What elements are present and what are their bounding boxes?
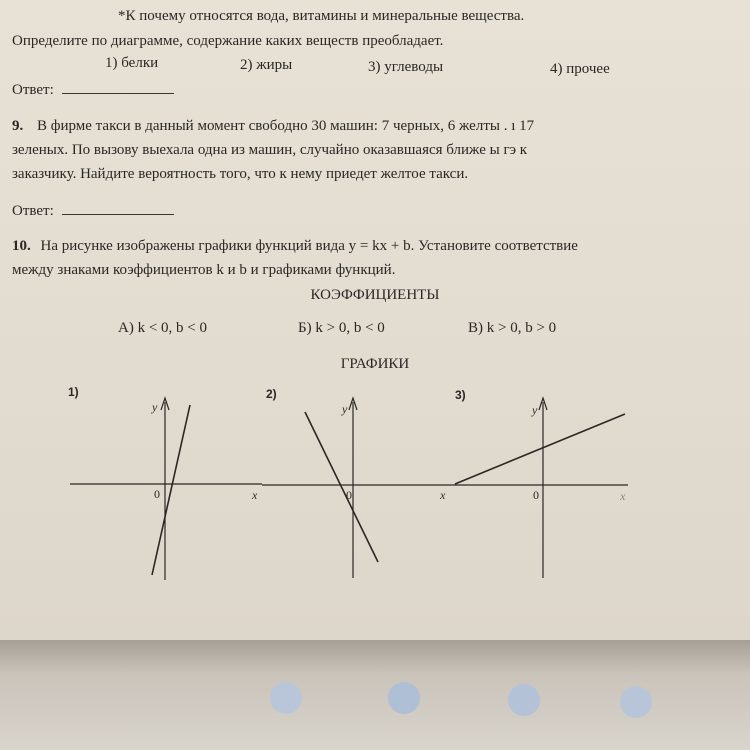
- q10-graphs-title: ГРАФИКИ: [340, 356, 410, 372]
- graph-3-origin: 0: [533, 488, 539, 502]
- q8-option-4: 4) прочее: [550, 61, 610, 77]
- blue-dot-decoration: [388, 682, 420, 714]
- graph-3: [450, 398, 628, 578]
- graph-2-x-label: x: [440, 488, 446, 502]
- q10-coef-b: Б) k > 0, b < 0: [298, 320, 385, 336]
- q8-answer-row: [12, 81, 174, 99]
- q9-answer-blank: [62, 202, 174, 215]
- q9-line1-row: [12, 118, 534, 135]
- q10-line2: между знаками коэффициентов k и b и графиками функций.: [12, 262, 396, 278]
- graph-2: [262, 398, 450, 578]
- q10-coef-title: КОЭФФИЦИЕНТЫ: [310, 287, 440, 303]
- q9-answer-label: Ответ:: [12, 203, 54, 219]
- background-surface: [0, 640, 750, 750]
- q10-line1-row: [12, 238, 578, 255]
- graph-3-x-label: x: [620, 489, 626, 503]
- q9-answer-row: [12, 202, 174, 220]
- q9-number: 9.: [12, 118, 24, 134]
- graph-1-origin: 0: [154, 487, 160, 501]
- graph-1-x-label: x: [252, 488, 258, 502]
- q8-option-2: 2) жиры: [240, 57, 293, 73]
- q8-option-3: 3) углеводы: [368, 59, 444, 75]
- blue-dot-decoration: [508, 684, 540, 716]
- graph-1-y-label: y: [152, 400, 158, 414]
- q10-coef-a: А) k < 0, b < 0: [118, 320, 207, 336]
- q9-line1: В фирме такси в данный момент свободно 30 машин: 7 черных, 6 желты . ı 17: [37, 118, 535, 134]
- graph-2-y-label: y: [342, 402, 348, 416]
- q9-line2: зеленых. По вызову выехала одна из машин, случайно оказавшаяся ближе ы гэ к: [12, 142, 528, 158]
- graph-2-label: 2): [266, 387, 277, 401]
- blue-dot-decoration: [270, 682, 302, 714]
- q10-line1: На рисунке изображены графики функций вида y = kx + b. Установите соответствие: [40, 238, 578, 254]
- q8-answer-label: Ответ:: [12, 82, 54, 98]
- graph-3-y-label: y: [532, 403, 538, 417]
- q10-coef-c: В) k > 0, b > 0: [468, 320, 557, 336]
- q8-line1: *К почему относятся вода, витамины и минеральные вещества.: [118, 8, 525, 24]
- blue-dot-decoration: [620, 686, 652, 718]
- q8-line2: Определите по диаграмме, содержание каких веществ преобладает.: [12, 33, 444, 49]
- q10-number: 10.: [12, 238, 31, 254]
- q8-option-1: 1) белки: [105, 55, 159, 71]
- graph-1-label: 1): [68, 385, 79, 399]
- q9-line3: заказчику. Найдите вероятность того, что к нему приедет желтое такси.: [12, 166, 469, 182]
- graph-3-label: 3): [455, 388, 466, 402]
- graph-2-origin: 0: [346, 488, 352, 502]
- graph-1: [70, 398, 262, 580]
- graph-2-function-line: [305, 412, 378, 562]
- graphs-figure: [0, 380, 750, 590]
- q8-answer-blank: [62, 81, 174, 94]
- graph-3-function-line: [455, 414, 625, 484]
